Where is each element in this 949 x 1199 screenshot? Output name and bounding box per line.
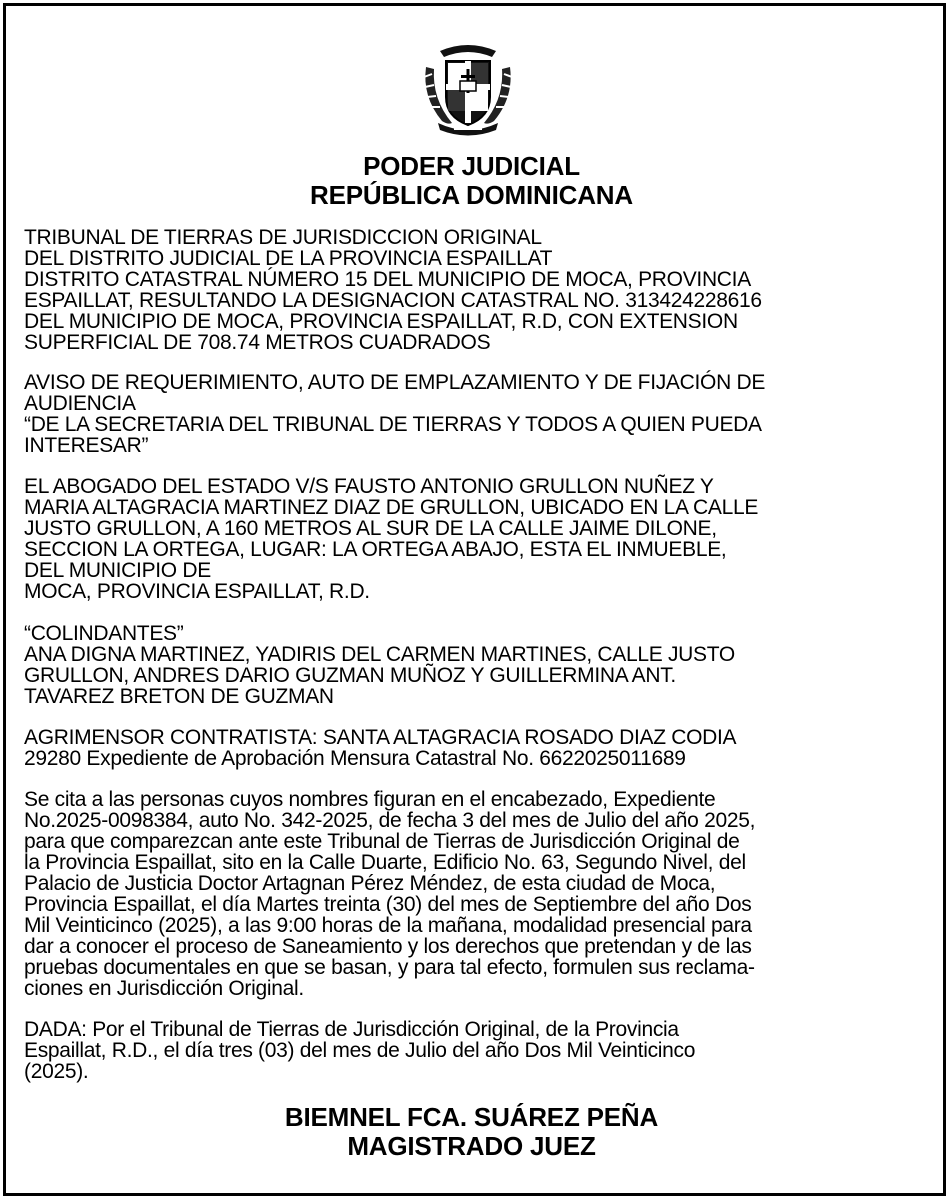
text-line: AGRIMENSOR CONTRATISTA: SANTA ALTAGRACIA ROSADO DIAZ CODIA	[24, 726, 737, 749]
text-line: la Provincia Espaillat, sito en la Calle Duarte, Edificio No. 63, Segundo Nivel, del	[24, 851, 746, 874]
parties-block	[24, 476, 919, 602]
citation-block	[24, 789, 919, 999]
notice-type-block	[24, 372, 919, 456]
text-line: MOCA, PROVINCIA ESPAILLAT, R.D.	[24, 580, 370, 603]
text-line: DISTRITO CATASTRAL NÚMERO 15 DEL MUNICIPIO DE MOCA, PROVINCIA	[24, 268, 751, 291]
surveyor-block	[24, 727, 919, 769]
text-line: para que comparezcan ante este Tribunal de Tierras de Jurisdicción Original de	[24, 830, 740, 853]
neighbors-block	[24, 623, 919, 707]
text-line: Palacio de Justicia Doctor Artagnan Pérez Méndez, de esta ciudad de Moca,	[24, 872, 716, 895]
text-line: Espaillat, R.D., el día tres (03) del mes de Julio del año Dos Mil Veinticinco	[24, 1039, 696, 1062]
text-line: SUPERFICIAL DE 708.74 METROS CUADRADOS	[24, 331, 491, 354]
text-line: DEL MUNICIPIO DE MOCA, PROVINCIA ESPAILLAT, R.D, CON EXTENSION	[24, 310, 738, 333]
text-line: “DE LA SECRETARIA DEL TRIBUNAL DE TIERRAS Y TODOS A QUIEN PUEDA	[24, 413, 762, 436]
signature-name: BIEMNEL FCA. SUÁREZ PEÑA	[284, 1102, 659, 1132]
text-line: 29280 Expediente de Aprobación Mensura Catastral No. 6622025011689	[24, 747, 686, 770]
text-line: dar a conocer el proceso de Saneamiento y los derechos que pretendan y de las	[24, 935, 752, 958]
signature-title: MAGISTRADO JUEZ	[347, 1131, 596, 1161]
text-line: GRULLON, ANDRES DARIO GUZMAN MUÑOZ Y GUILLERMINA ANT.	[24, 664, 676, 687]
text-line: DADA: Por el Tribunal de Tierras de Jurisdicción Original, de la Provincia	[24, 1018, 679, 1041]
court-block	[24, 227, 919, 353]
text-line: AUDIENCIA	[24, 392, 136, 415]
text-line: ESPAILLAT, RESULTANDO LA DESIGNACION CATASTRAL NO. 313424228616	[24, 289, 762, 312]
text-line: AVISO DE REQUERIMIENTO, AUTO DE EMPLAZAMIENTO Y DE FIJACIÓN DE	[24, 371, 766, 394]
text-line: pruebas documentales en que se basan, y para tal efecto, formulen sus reclama-	[24, 956, 755, 979]
given-block	[24, 1019, 919, 1082]
header-title	[24, 152, 919, 210]
text-line: Provincia Espaillat, el día Martes treinta (30) del mes de Septiembre del año Dos	[24, 893, 752, 916]
header-line-2: REPÚBLICA DOMINICANA	[310, 180, 633, 210]
text-line: EL ABOGADO DEL ESTADO V/S FAUSTO ANTONIO GRULLON NUÑEZ Y	[24, 475, 714, 498]
text-line: MARIA ALTAGRACIA MARTINEZ DIAZ DE GRULLON, UBICADO EN LA CALLE	[24, 496, 759, 519]
signature	[24, 1103, 919, 1161]
text-line: ciones en Jurisdicción Original.	[24, 977, 304, 1000]
text-line: INTERESAR”	[24, 434, 149, 457]
text-line: DEL MUNICIPIO DE	[24, 559, 211, 582]
text-line: DEL DISTRITO JUDICIAL DE LA PROVINCIA ESPAILLAT	[24, 247, 553, 270]
text-line: No.2025-0098384, auto No. 342-2025, de fecha 3 del mes de Julio del año 2025,	[24, 809, 756, 832]
text-line: TAVAREZ BRETON DE GUZMAN	[24, 685, 334, 708]
text-line: SECCION LA ORTEGA, LUGAR: LA ORTEGA ABAJO, ESTA EL INMUEBLE,	[24, 538, 727, 561]
text-line: TRIBUNAL DE TIERRAS DE JURISDICCION ORIGINAL	[24, 226, 542, 249]
text-line: Mil Veinticinco (2025), a las 9:00 horas de la mañana, modalidad presencial para	[24, 914, 752, 937]
text-line: JUSTO GRULLON, A 160 METROS AL SUR DE LA CALLE JAIME DILONE,	[24, 517, 717, 540]
text-line: ANA DIGNA MARTINEZ, YADIRIS DEL CARMEN MARTINES, CALLE JUSTO	[24, 643, 735, 666]
header-line-1: PODER JUDICIAL	[363, 151, 580, 181]
text-line: Se cita a las personas cuyos nombres figuran en el encabezado, Expediente	[24, 788, 716, 811]
coat-of-arms-icon	[418, 37, 518, 137]
text-line: (2025).	[24, 1060, 89, 1083]
text-line: “COLINDANTES”	[24, 622, 184, 645]
